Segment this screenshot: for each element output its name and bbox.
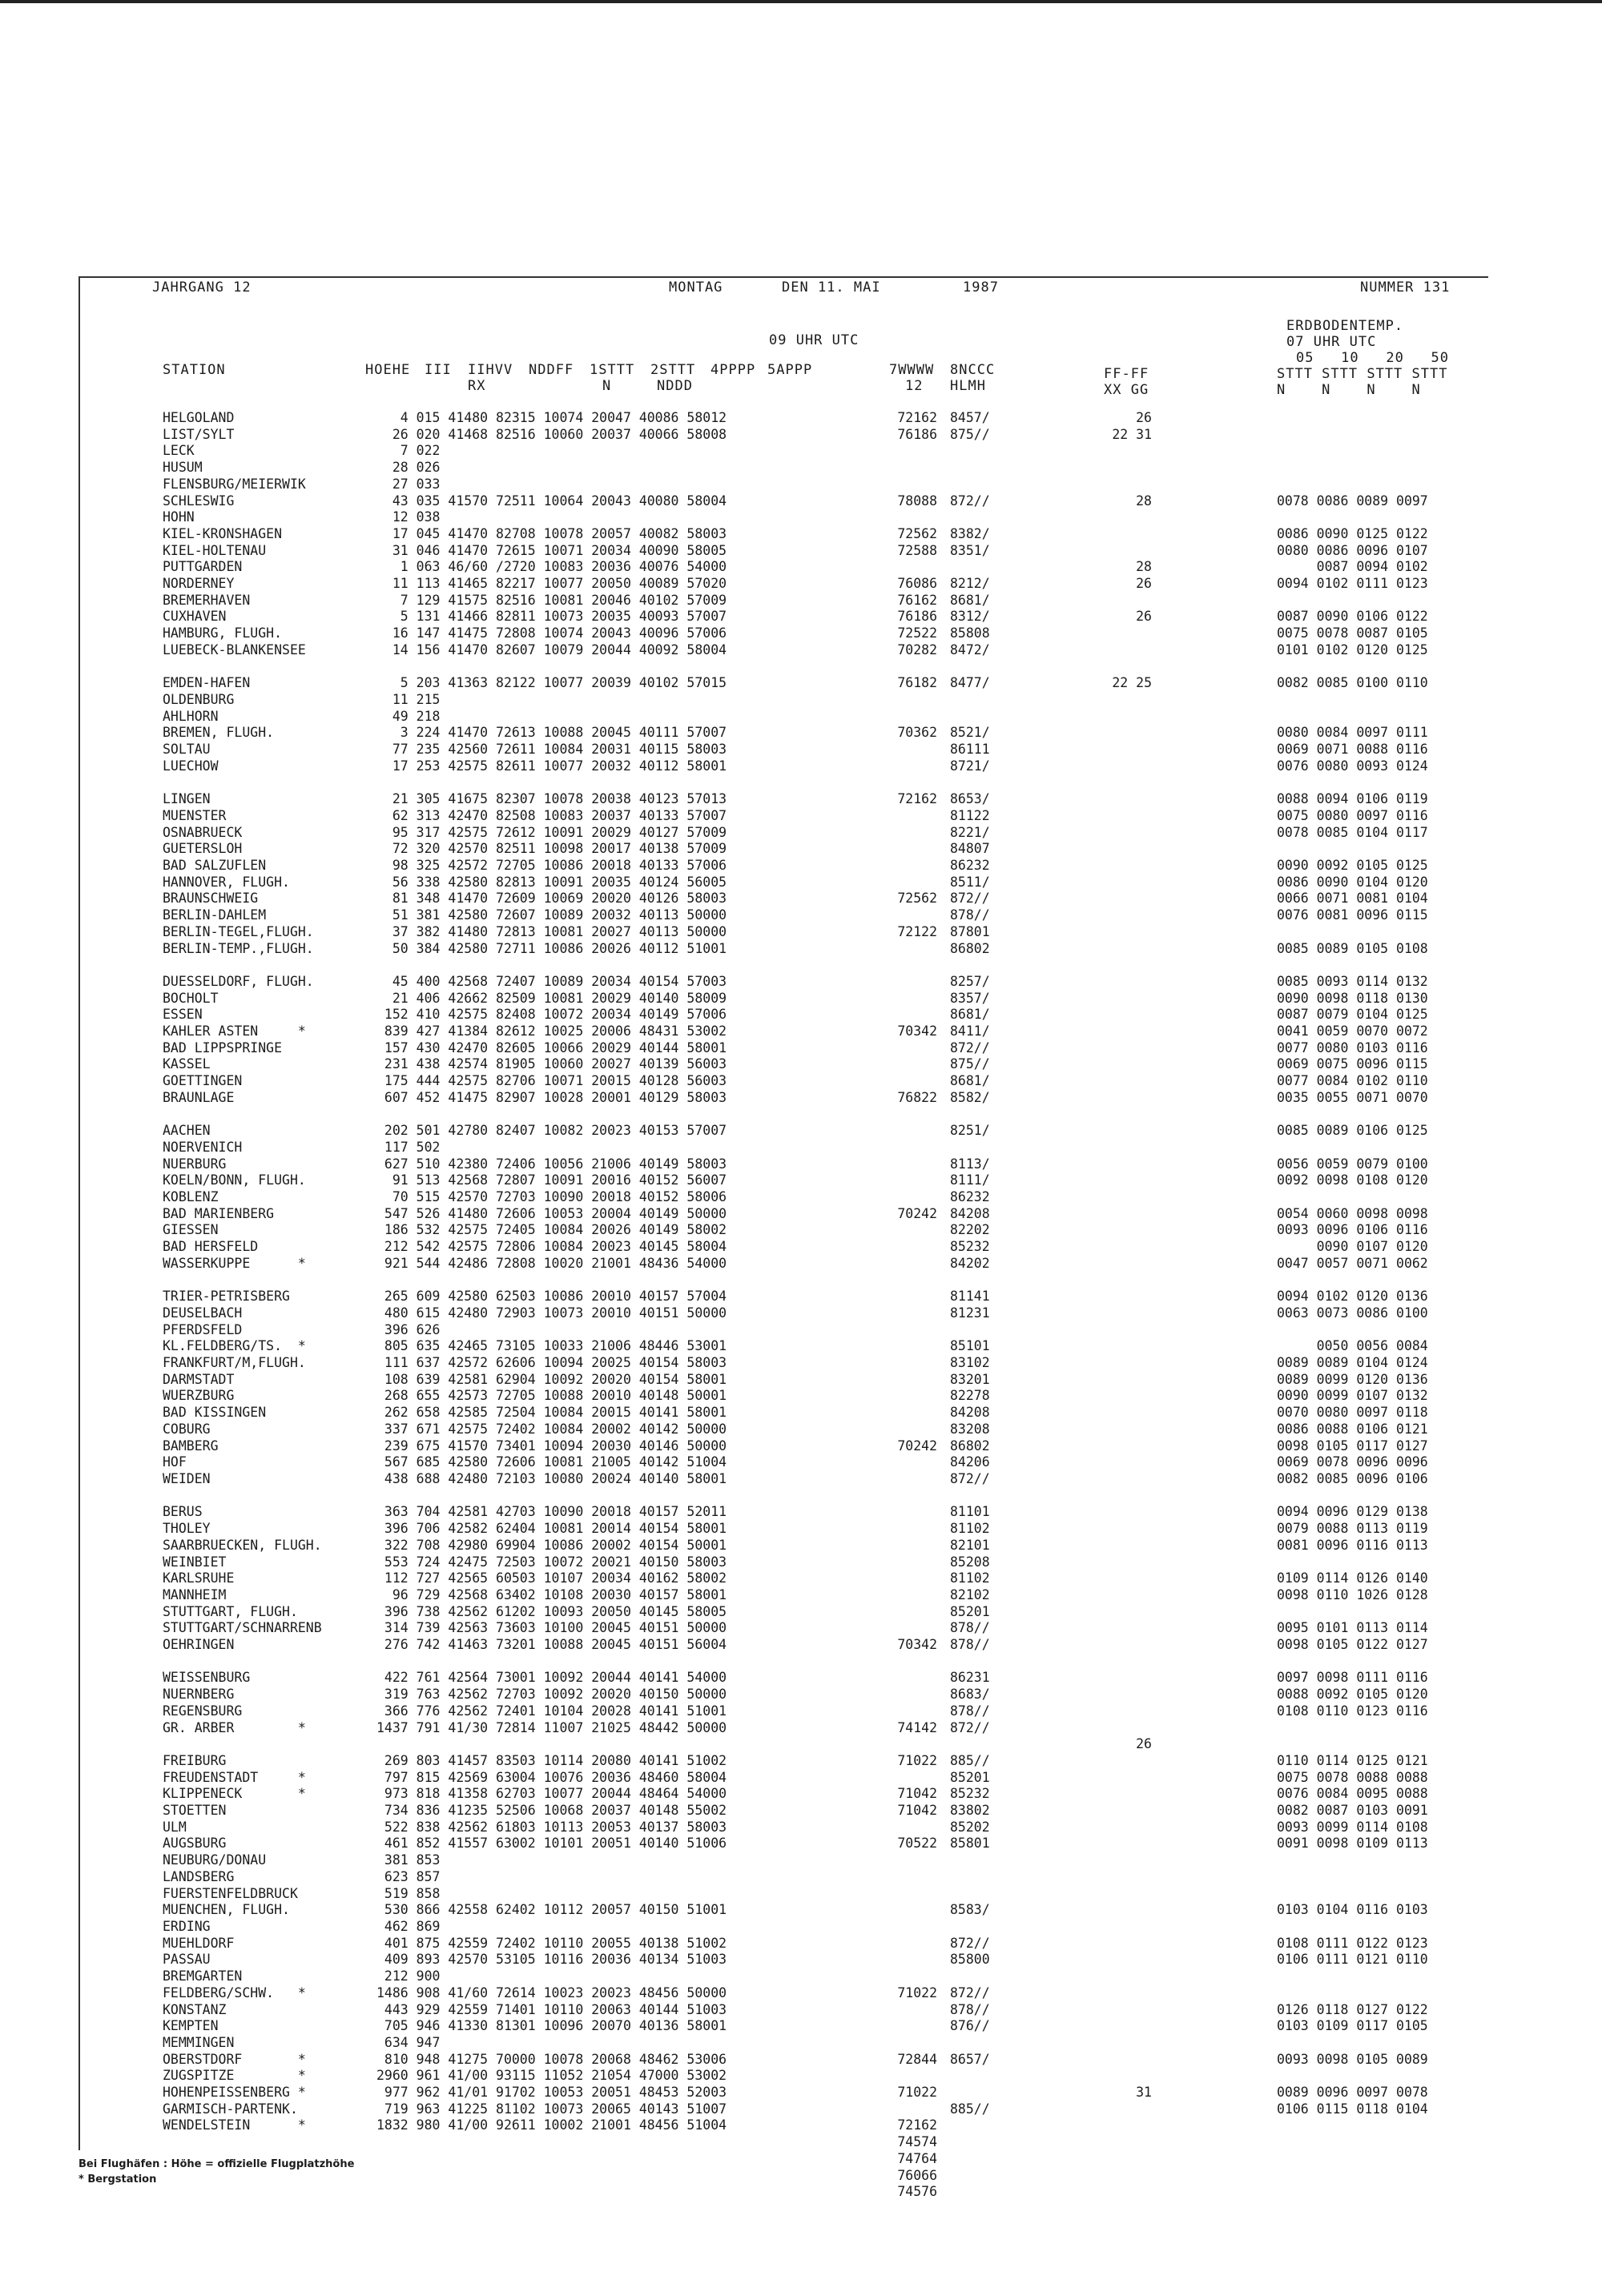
col-4pppp: 4PPPP bbox=[710, 362, 756, 378]
col-7wwww: 7WWWW bbox=[889, 362, 935, 378]
col-8nccc-sub: HLMH bbox=[950, 378, 986, 394]
station-names: HELGOLAND LIST/SYLT LECK HUSUM FLENSBURG/MEIERWIK SCHLESWIG HOHN KIEL-KRONSHAGEN KIEL-HOLTENAU PUTTGARDEN NORDERNEY BREMERHAVEN CUXHAVEN HAMBURG, FLUGH. LUEBECK-BLANKENSEE EMDEN-HAFEN OLDENBURG AHLHORN BREMEN, FLUGH. SOLTAU LUECHOW LINGEN MUENSTER OSNABRUECK GUETERSLOH BAD SALZUFLEN HANNOVER, FLUGH. BRAUNSCHWEIG BERLIN-DAHLEM BERLIN-TEGEL,FLUGH. BERLIN-TEMP.,FLUGH. DUESSELDORF, FLUGH. BOCHOLT ESSEN KAHLER ASTEN * BAD LIPPSPRINGE KASSEL GOETTINGEN BRAUNLAGE AACHEN NOERVENICH NUERBURG KOELN/BONN, FLUGH. KOBLENZ BAD MARIENBERG GIESSEN BAD HERSFELD WASSERKUPPE * TRIER-PETRISBERG DEUSELBACH PFERDSFELD KL.FELDBERG/TS. * FRANKFURT/M,FLUGH. DARMSTADT WUERZBURG BAD KISSINGEN COBURG BAMBERG HOF WEIDEN BERUS THOLEY SAARBRUECKEN, FLUGH. WEINBIET KARLSRUHE MANNHEIM STUTTGART, FLUGH. STUTTGART/SCHNARRENB OEHRINGEN WEISSENBURG NUERNBERG REGENSBURG GR. ARBER * FREIBURG FREUDENSTADT * KLIPPENECK * STOETTEN ULM AUGSBURG NEUBURG/DONAU LANDSBERG FUERSTENFELDBRUCK MUENCHEN, FLUGH. ERDING MUEHLDORF PASSAU BREMGARTEN FELDBERG/SCHW. * KONSTANZ KEMPTEN MEMMINGEN OBERSTDORF * ZUGSPITZE * HOHENPEISSENBERG * GARMISCH-PARTENK. WENDELSTEIN * bbox=[163, 410, 322, 2133]
col-station: STATION bbox=[163, 362, 226, 378]
soil-temp-title: ERDBODENTEMP. bbox=[1286, 318, 1404, 334]
report-date: DEN 11. MAI bbox=[782, 279, 881, 296]
col-2sttt: 2STTT bbox=[650, 362, 696, 378]
report-year: 1987 bbox=[963, 279, 999, 296]
col-ff-sub: XX GG bbox=[1104, 382, 1149, 398]
col-iihvv-sub: RX bbox=[468, 378, 486, 394]
footnote-airports: Bei Flughäfen : Höhe = offizielle Flugplatzhöhe bbox=[78, 2158, 355, 2170]
col-ff: FF-FF bbox=[1104, 366, 1149, 382]
col-hoehe: HOEHE bbox=[365, 362, 411, 378]
weather-groups: 72162 76186 78088 72562 72588 76086 76162 76186 72522 70282 76182 70362 72162 72562 72122 70342 76822 70242 70242 70342 74142 71022 71042 71042 70522 71022 72844 71022 72162 74574 74764 76066 74576 bbox=[897, 410, 937, 2200]
col-soil-n: N N N N bbox=[1277, 382, 1421, 398]
col-8nccc: 8NCCC bbox=[950, 362, 996, 378]
col-1sttt: 1STTT bbox=[590, 362, 635, 378]
col-soil-sttt: STTT STTT STTT STTT bbox=[1277, 366, 1448, 382]
soil-temperatures: 0078 0086 0089 0097 0086 0090 0125 0122 0080 0086 0096 0107 0087 0094 0102 0094 0102 0111 0123 0087 0090 0106 0122 0075 0078 0087 0105 0101 0102 0120 0125 0082 0085 0100 0110 0080 0084 0097 0111 0069 0071 0088 0116 0076 0080 0093 0124 0088 0094 0106 0119 0075 0080 0097 0116 0078 0085 0104 0117 0090 0092 0105 0125 0086 0090 0104 0120 0066 0071 0081 0104 0076 0081 0096 0115 0085 0089 0105 0108 0085 0093 0114 0132 0090 0098 0118 0130 0087 0079 0104 0125 0041 0059 0070 0072 0077 0080 0103 0116 0069 0075 0096 0115 0077 0084 0102 0110 0035 0055 0071 0070 0085 0089 0106 0125 0056 0059 0079 0100 0092 0098 0108 0120 0054 0060 0098 0098 0093 0096 0106 0116 0090 0107 0120 0047 0057 0071 0062 0094 0102 0120 0136 0063 0073 0086 0100 0050 0056 0084 0089 0089 0104 0124 0089 0099 0120 0136 0090 0099 0107 0132 0070 0080 0097 0118 0086 0088 0106 0121 0098 0105 0117 0127 0069 0078 0096 0096 0082 0085 0096 0106 0094 0096 0129 0138 0079 0088 0113 0119 0081 0096 0116 0113 0109 0114 0126 0140 0098 0110 1026 0128 0095 0101 0113 0114 0098 0105 0122 0127 0097 0098 0111 0116 0088 0092 0105 0120 0108 0110 0123 0116 0110 0114 0125 0121 0075 0078 0088 0088 0076 0084 0095 0088 0082 0087 0103 0091 0093 0099 0114 0108 0091 0098 0109 0113 0103 0104 0116 0103 0108 0111 0122 0123 0106 0111 0121 0110 0126 0118 0127 0122 0103 0109 0117 0105 0093 0098 0105 0089 0089 0096 0097 0078 0106 0115 0118 0104 bbox=[1277, 493, 1428, 2117]
cloud-groups: 8457/ 875// 872// 8382/ 8351/ 8212/ 8681/ 8312/ 85808 8472/ 8477/ 8521/ 86111 8721/ 8653/ 81122 8221/ 84807 86232 8511/ 872// 878// 87801 86802 8257/ 8357/ 8681/ 8411/ 872// 875// 8681/ 8582/ 8251/ 8113/ 8111/ 86232 84208 82202 85232 84202 81141 81231 85101 83102 83201 82278 84208 83208 86802 84206 872// 81101 81102 82101 85208 81102 82102 85201 878// 878// 86231 8683/ 878// 872// 885// 85201 85232 83802 85202 85801 8583/ 872// 85800 872// 878// 876// 8657/ 885// bbox=[950, 410, 990, 2117]
wind-gust-values: 26 22 31 28 28 26 26 22 25 26 31 bbox=[1112, 410, 1152, 2101]
report-number: NUMMER 131 bbox=[1360, 279, 1451, 296]
col-iii: III bbox=[425, 362, 452, 378]
col-5appp: 5APPP bbox=[767, 362, 813, 378]
col-soil-depths: 05 10 20 50 bbox=[1296, 350, 1449, 366]
col-iihvv: IIHVV bbox=[468, 362, 513, 378]
weekday: MONTAG bbox=[669, 279, 723, 296]
jahrgang: JAHRGANG 12 bbox=[152, 279, 252, 296]
col-1sttt-sub: N bbox=[602, 378, 612, 394]
top-edge-line bbox=[0, 0, 1602, 3]
soil-temp-time: 07 UHR UTC bbox=[1286, 334, 1377, 350]
observation-time: 09 UHR UTC bbox=[769, 332, 859, 348]
col-2sttt-sub: NDDD bbox=[657, 378, 693, 394]
col-nddff: NDDFF bbox=[529, 362, 574, 378]
synop-groups: 4 015 41480 82315 10074 20047 40086 58012 26 020 41468 82516 10060 20037 40066 58008 7 022 28 026 27 033 43 035 41570 72511 10064 20043 40080 58004 12 038 17 045 41470 82708 10078 20057 40082 58003 31 046 41470 72615 10071 20034 40090 58005 1 063 46/60 /2720 10083 20036 40076 54000 11 113 41465 82217 10077 20050 40089 57020 7 129 41575 82516 10081 20046 40102 57009 5 131 41466 82811 10073 20035 40093 57007 16 147 41475 72808 10074 20043 40096 57006 14 156 41470 82607 10079 20044 40092 58004 5 203 41363 82122 10077 20039 40102 57015 11 215 49 218 3 224 41470 72613 10088 20045 40111 57007 77 235 42560 72611 10084 20031 40115 58003 17 253 42575 82611 10077 20032 40112 58001 21 305 41675 82307 10078 20038 40123 57013 62 313 42470 82508 10083 20037 40133 57007 95 317 42575 72612 10091 20029 40127 57009 72 320 42570 82511 10098 20017 40138 57009 98 325 42572 72705 10086 20018 40133 57006 56 338 42580 82813 10091 20035 40124 56005 81 348 41470 72609 10069 20020 40126 58003 51 381 42580 72607 10089 20032 40113 50000 37 382 41480 72813 10081 20027 40113 50000 50 384 42580 72711 10086 20026 40112 51001 45 400 42568 72407 10089 20034 40154 57003 21 406 42662 82509 10081 20029 40140 58009 152 410 42575 82408 10072 20034 40149 57006 839 427 41384 82612 10025 20006 48431 53002 157 430 42470 82605 10066 20029 40144 58001 231 438 42574 81905 10060 20027 40139 56003 175 444 42575 82706 10071 20015 40128 56003 607 452 41475 82907 10028 20001 40129 58003 202 501 42780 82407 10082 20023 40153 57007 117 502 627 510 42380 72406 10056 21006 40149 58003 91 513 42568 72807 10091 20016 40152 56007 70 515 42570 72703 10090 20018 40152 58006 547 526 41480 72606 10053 20004 40149 50000 186 532 42575 72405 10084 20026 40149 58002 212 542 42575 72806 10084 20023 40145 58004 921 544 42486 72808 10020 21001 48436 54000 265 609 42580 62503 10086 20010 40157 57004 480 615 42480 72903 10073 20010 40151 50000 396 626 805 635 42465 73105 10033 21006 48446 53001 111 637 42572 62606 10094 20025 40154 58003 108 639 42581 62904 10092 20020 40154 58001 268 655 42573 72705 10088 20010 40148 50001 262 658 42585 72504 10084 20015 40141 58001 337 671 42575 72402 10084 20002 40142 50000 239 675 41570 73401 10094 20030 40146 50000 567 685 42580 72606 10081 21005 40142 51004 438 688 42480 72103 10080 20024 40140 58001 363 704 42581 42703 10090 20018 40157 52011 396 706 42582 62404 10081 20014 40154 58001 322 708 42980 69904 10086 20002 40154 50001 553 724 42475 72503 10072 20021 40150 58003 112 727 42565 60503 10107 20034 40162 58002 96 729 42568 63402 10108 20030 40157 58001 396 738 42562 61202 10093 20050 40145 58005 314 739 42563 73603 10100 20045 40151 50000 276 742 41463 73201 10088 20045 40151 56004 422 761 42564 73001 10092 20044 40141 54000 319 763 42562 72703 10092 20020 40150 50000 366 776 42562 72401 10104 20028 40141 51001 1437 791 41/30 72814 11007 21025 48442 50000 269 803 41457 83503 10114 20080 40141 51002 797 815 42569 63004 10076 20036 48460 58004 973 818 41358 62703 10077 20044 48464 54000 734 836 41235 52506 10068 20037 40148 55002 522 838 42562 61803 10113 20053 40137 58003 461 852 41557 63002 10101 20051 40140 51006 381 853 623 857 519 858 530 866 42558 62402 10112 20057 40150 51001 462 869 401 875 42559 72402 10110 20055 40138 51002 409 893 42570 53105 10116 20036 40134 51003 212 900 1486 908 41/60 72614 10023 20023 48456 50000 443 929 42559 71401 10110 20063 40144 51003 705 946 41330 81301 10096 20070 40136 58001 634 947 810 948 41275 70000 10078 20068 48462 53006 2960 961 41/00 93115 11052 21054 47000 53002 977 962 41/01 91702 10053 20051 48453 52003 719 963 41225 81102 10073 20065 40143 51007 1832 980 41/00 92611 10002 21001 48456 51004 bbox=[376, 410, 727, 2133]
col-7wwww-sub: 12 bbox=[905, 378, 924, 394]
footnote-mountain: * Bergstation bbox=[78, 2173, 157, 2185]
